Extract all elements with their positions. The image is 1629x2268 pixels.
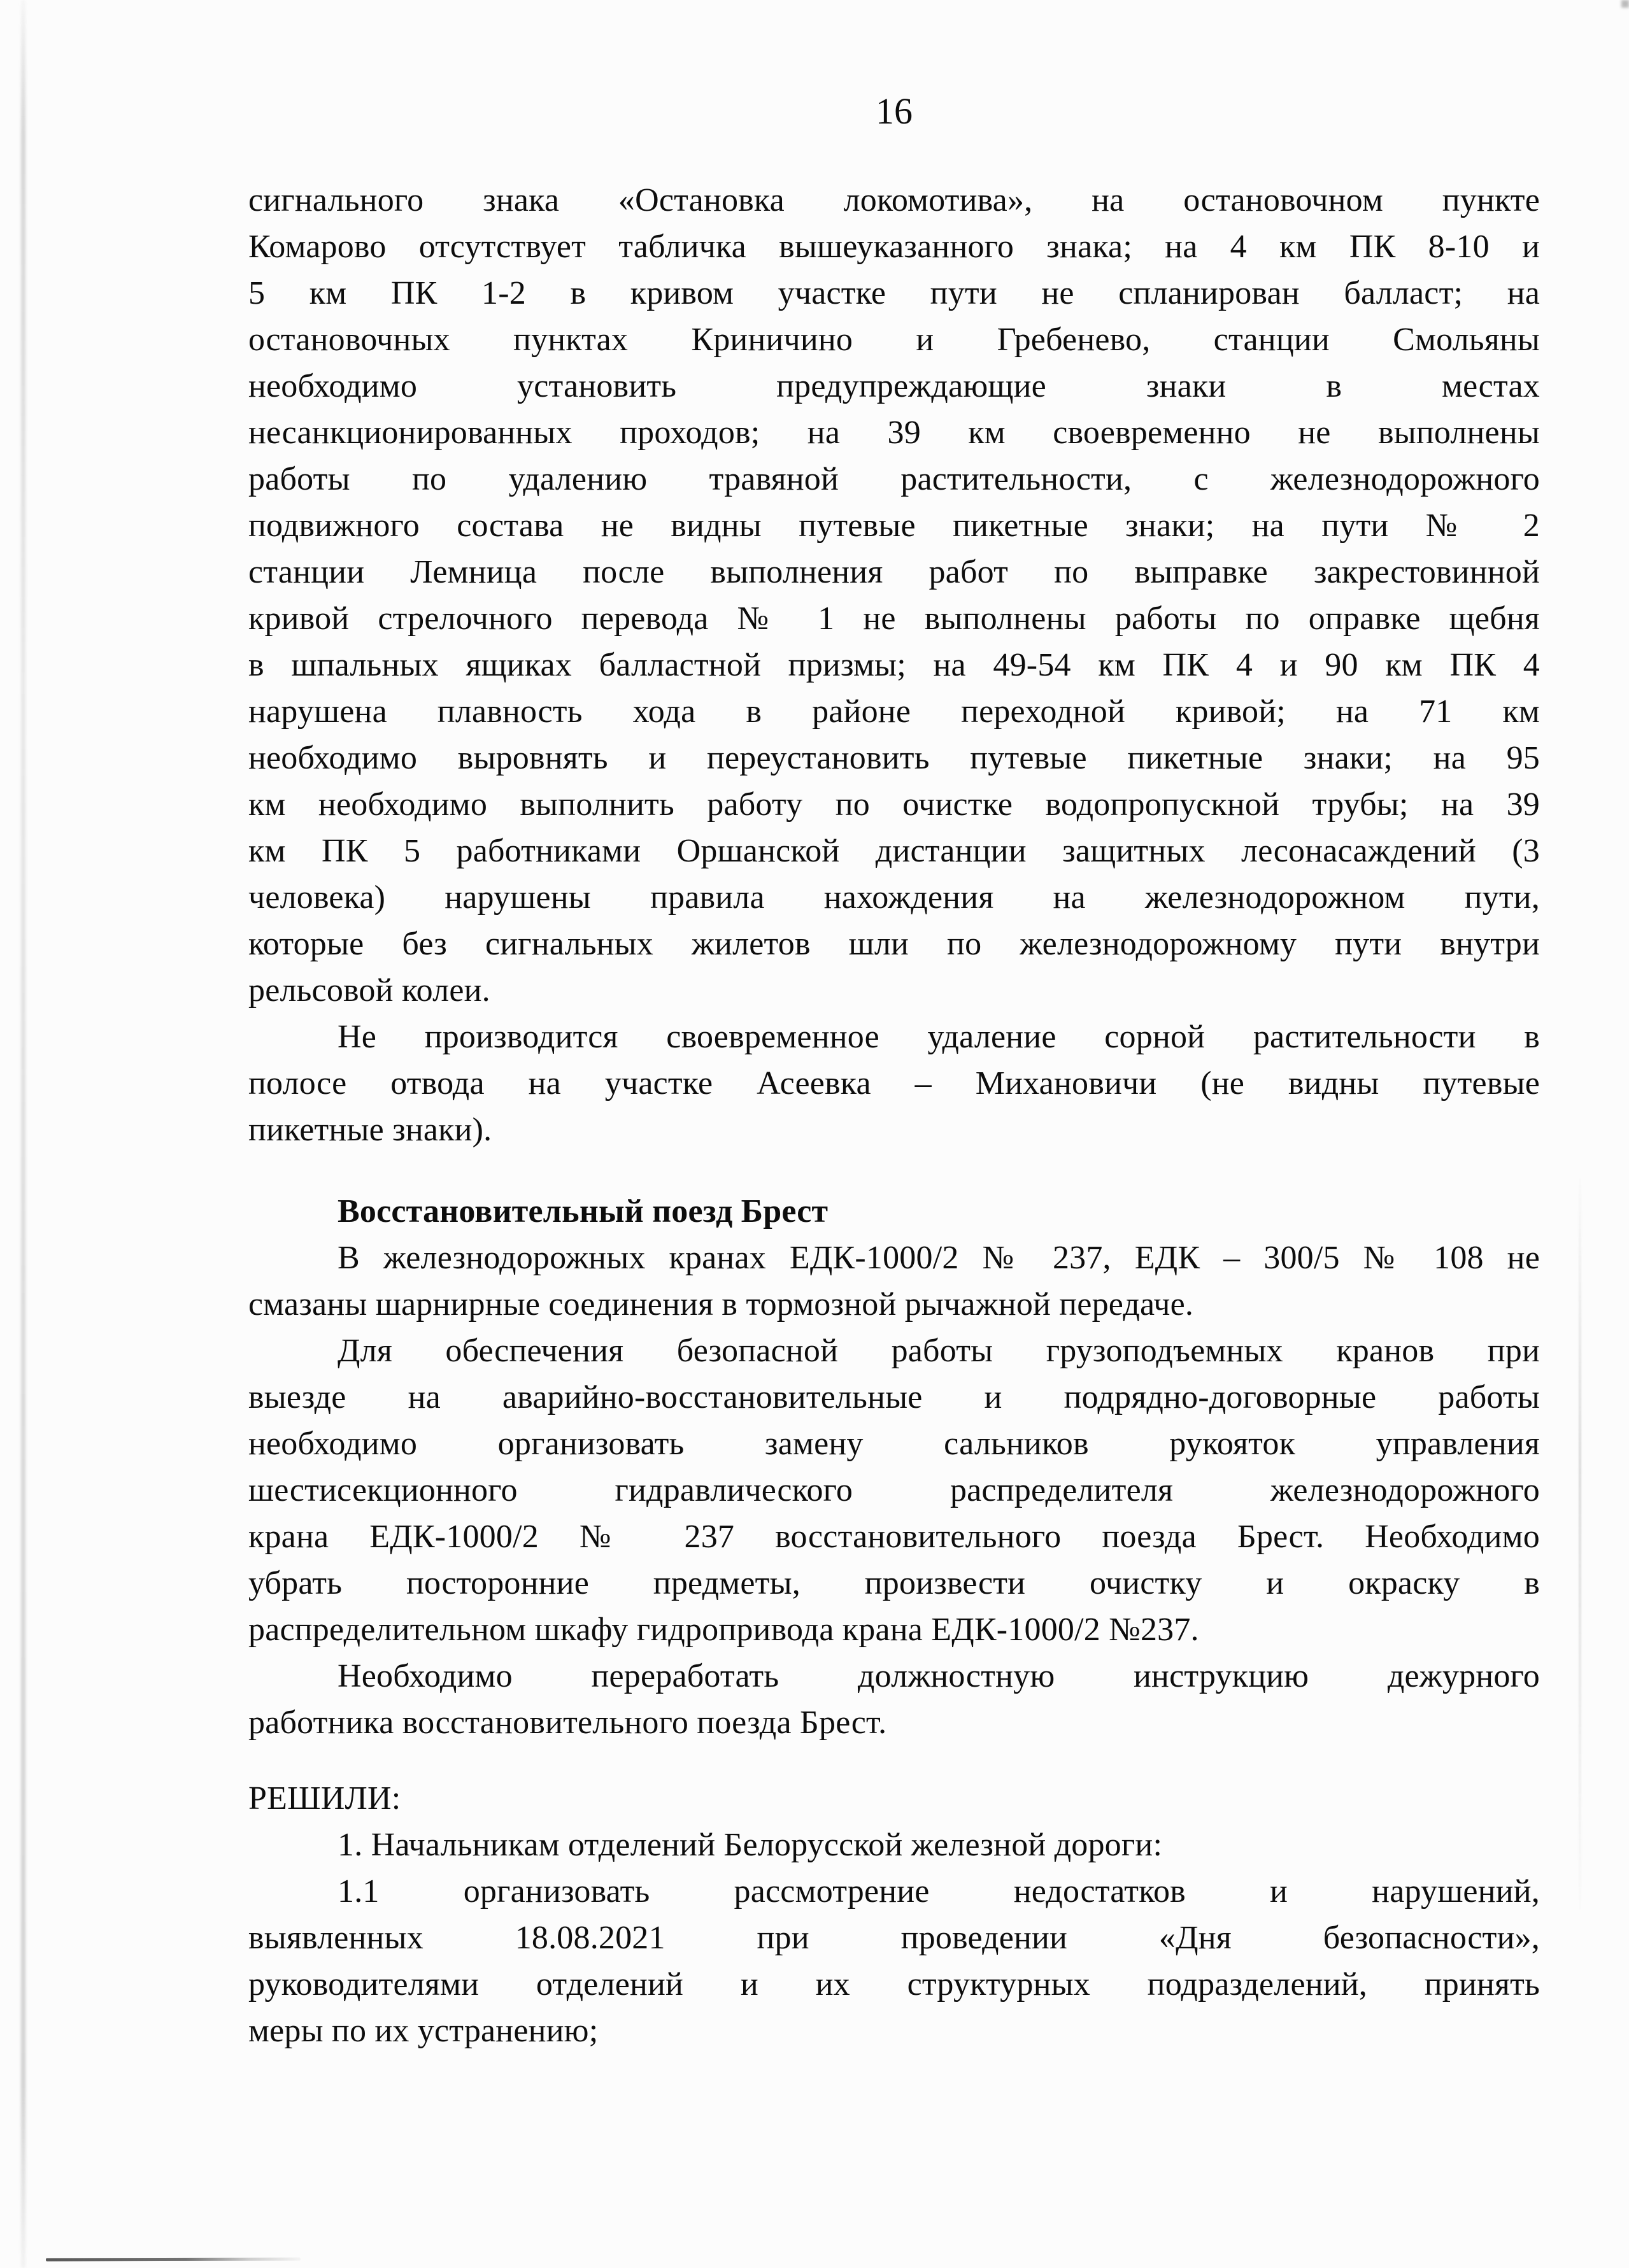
text-line: необходимо организовать замену сальников рукояток управления — [248, 1426, 1540, 1462]
text-line: несанкционированных проходов; на 39 км своевременно не выполнены — [248, 415, 1540, 451]
text-line: остановочных пунктах Криничино и Гребенево, станции Смольяны — [248, 322, 1540, 358]
text-line: меры по их устранению; — [248, 2013, 599, 2049]
text-line: рельсовой колеи. — [248, 972, 490, 1009]
text-line: выезде на аварийно-восстановительные и подрядно-договорные работы — [248, 1379, 1540, 1415]
text-line: 1. Начальникам отделений Белорусской железной дороги: — [338, 1827, 1163, 1863]
text-line: Не производится своевременное удаление сорной растительности в — [338, 1019, 1540, 1055]
paragraph — [248, 1235, 1540, 1328]
text-line: подвижного состава не видны путевые пикетные знаки; на пути № 2 — [248, 507, 1540, 544]
text-line: 1.1 организовать рассмотрение недостатков и нарушений, — [338, 1873, 1540, 1910]
text-line: Восстановительный поезд Брест — [338, 1193, 829, 1230]
paragraph — [248, 1822, 1540, 1868]
text-line: РЕШИЛИ: — [248, 1780, 401, 1817]
section-heading — [248, 1188, 1540, 1235]
document-body — [248, 177, 1540, 2054]
text-line: нарушена плавность хода в районе переходной кривой; на 71 км — [248, 693, 1540, 730]
text-line: крана ЕДК-1000/2 № 237 восстановительного поезда Брест. Необходимо — [248, 1519, 1540, 1555]
text-line: В железнодорожных кранах ЕДК-1000/2 № 237, ЕДК – 300/5 № 108 не — [338, 1240, 1540, 1276]
paragraph — [248, 1868, 1540, 2054]
text-line: кривой стрелочного перевода № 1 не выполнены работы по оправке щебня — [248, 600, 1540, 637]
text-line: Для обеспечения безопасной работы грузоподъемных кранов при — [338, 1333, 1540, 1369]
text-line: работника восстановительного поезда Брест. — [248, 1705, 887, 1741]
text-line: необходимо установить предупреждающие знаки в местах — [248, 368, 1540, 404]
scan-artifact-left-edge-line — [21, 0, 25, 2268]
paragraph — [248, 1653, 1540, 1746]
text-line: полосе отвода на участке Асеевка – Михановичи (не видны путевые — [248, 1065, 1540, 1102]
paragraph — [248, 1328, 1540, 1653]
scan-artifact-bottom-smudge — [46, 2257, 301, 2261]
text-line: выявленных 18.08.2021 при проведении «Дня безопасности», — [248, 1920, 1540, 1956]
scan-artifact-right-edge-line — [1579, 1178, 1581, 1910]
paragraph — [248, 177, 1540, 1014]
text-line: руководителями отделений и их структурных подразделений, принять — [248, 1966, 1540, 2002]
text-line: 5 км ПК 1-2 в кривом участке пути не спланирован балласт; на — [248, 275, 1540, 311]
paragraph — [248, 1014, 1540, 1153]
text-line: Комарово отсутствует табличка вышеуказанного знака; на 4 км ПК 8-10 и — [248, 229, 1540, 265]
text-line: распределительном шкафу гидропривода крана ЕДК-1000/2 №237. — [248, 1612, 1199, 1648]
text-line: смазаны шарнирные соединения в тормозной рычажной передаче. — [248, 1286, 1194, 1322]
text-line: пикетные знаки). — [248, 1112, 492, 1148]
text-line: работы по удалению травяной растительности, с железнодорожного — [248, 461, 1540, 497]
scan-artifact-corner-mark — [1621, 0, 1629, 8]
text-line: человека) нарушены правила нахождения на железнодорожном пути, — [248, 879, 1540, 916]
page-number: 16 — [876, 90, 913, 132]
text-line: необходимо выровнять и переустановить путевые пикетные знаки; на 95 — [248, 740, 1540, 776]
section-label — [248, 1775, 1540, 1822]
text-line: шестисекционного гидравлического распределителя железнодорожного — [248, 1472, 1540, 1508]
text-line: в шпальных ящиках балластной призмы; на 49-54 км ПК 4 и 90 км ПК 4 — [248, 647, 1540, 683]
text-line: станции Лемница после выполнения работ по выправке закрестовинной — [248, 554, 1540, 590]
text-line: км ПК 5 работниками Оршанской дистанции защитных лесонасаждений (3 — [248, 833, 1540, 869]
text-line: Необходимо переработать должностную инструкцию дежурного — [338, 1658, 1540, 1694]
text-line: которые без сигнальных жилетов шли по железнодорожному пути внутри — [248, 926, 1540, 962]
text-line: км необходимо выполнить работу по очистке водопропускной трубы; на 39 — [248, 786, 1540, 823]
text-line: убрать посторонние предметы, произвести очистку и окраску в — [248, 1565, 1540, 1601]
text-line: сигнального знака «Остановка локомотива», на остановочном пункте — [248, 182, 1540, 218]
